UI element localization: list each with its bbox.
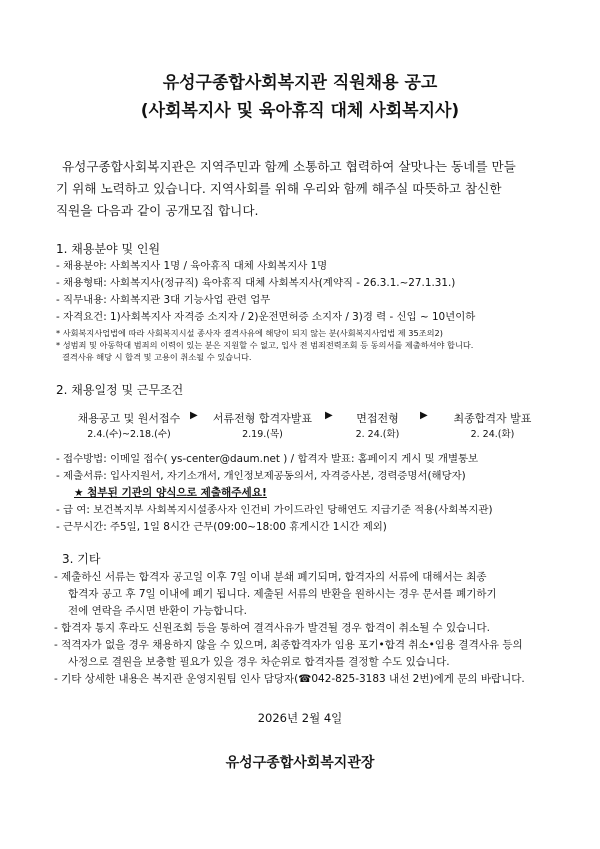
- attachment-note-text: ★ 첨부된 기관의 양식으로 제출해주세요!: [74, 487, 267, 499]
- intro-line: 유성구종합사회복지관은 지역주민과 함께 소통하고 협력하여 살맛나는 동네를 만들: [62, 159, 516, 174]
- intro-line: 기 위해 노력하고 있습니다. 지역사회를 위해 우리와 함께 해주실 따뜻하고 참신한: [56, 181, 502, 196]
- notice-date: 2026년 2월 4일: [257, 711, 343, 725]
- section3-heading: 3. 기타: [62, 552, 101, 566]
- section1-item: - 채용형태: 사회복지사(정규직) 육아휴직 대체 사회복지사(계약직 - 26.3.1.~27.1.31.): [56, 277, 456, 289]
- section2-item: - 제출서류: 입사지원서, 자기소개서, 개인정보제공동의서, 자격증사본, 경력증명서(해당자): [56, 470, 466, 482]
- schedule-step-date: 2. 24.(화): [470, 429, 515, 440]
- section3-line: 합격자 공고 후 7일 이내에 폐기 됩니다. 제출된 서류의 반환을 원하시는 경우 문서를 폐기하기: [68, 588, 497, 600]
- section2-item: - 급 여: 보건복지부 사회복지시설종사자 인건비 가이드라인 당해연도 지급기준 적용(사회복지관): [56, 504, 493, 516]
- section2-item: - 근무시간: 주5일, 1일 8시간 근무(09:00~18:00 휴게시간 1시간 제외): [56, 521, 387, 533]
- section2-item: - 접수방법: 이메일 접수( ys-center@daum.net ) / 합격자 발표: 홈페이지 게시 및 개별통보: [56, 453, 479, 465]
- intro-line: 직원을 다음과 같이 공개모집 합니다.: [56, 203, 259, 218]
- section1-note: * 성범죄 및 아동학대 범죄의 이력이 있는 분은 지원할 수 없고, 입사 전 범죄전력조회 등 동의서를 제출하셔야 합니다.: [56, 340, 474, 350]
- intro-paragraph: [56, 156, 556, 222]
- schedule-step-label: 서류전형 합격자발표: [212, 412, 313, 425]
- attachment-note: [74, 485, 267, 500]
- section1-item: - 채용분야: 사회복지사 1명 / 육아휴직 대체 사회복지사 1명: [56, 260, 328, 272]
- section3-line: 사정으로 결원을 보충할 필요가 있을 경우 차순위로 합격자를 결정할 수도 있습니다.: [68, 656, 450, 668]
- schedule-step-label: 채용공고 및 원서접수: [77, 412, 181, 425]
- section3-line: - 합격자 통지 후라도 신원조회 등을 통하여 결격사유가 발견될 경우 합격이 취소될 수 있습니다.: [54, 622, 490, 634]
- schedule-step-label: 최종합격자 발표: [453, 412, 532, 425]
- section1-note: * 사회복지사업법에 따라 사회복지시설 종사자 결격사유에 해당이 되지 않는 분(사회복지사업법 제 35조의2): [56, 328, 443, 338]
- section1-item: - 직무내용: 사회복지관 3대 기능사업 관련 업무: [56, 294, 271, 306]
- signature: 유성구종합사회복지관장: [225, 755, 375, 771]
- section2-heading: 2. 채용일정 및 근무조건: [56, 383, 184, 397]
- section3-line: 전에 연락을 주시면 반환이 가능합니다.: [68, 605, 247, 617]
- document-title: 유성구종합사회복지관 직원채용 공고: [162, 73, 438, 93]
- section3-line: - 기타 상세한 내용은 복지관 운영지원팀 인사 담당자(☎042-825-3183 내선 2번)에게 문의 바랍니다.: [54, 673, 525, 685]
- arrow-icon: ▶: [325, 410, 333, 421]
- section1-heading: 1. 채용분야 및 인원: [56, 242, 161, 256]
- document-subtitle: (사회복지사 및 육아휴직 대체 사회복지사): [140, 101, 460, 121]
- section3-body: [54, 569, 544, 688]
- section1-note: 결격사유 해당 시 합격 및 고용이 취소될 수 있습니다.: [62, 352, 252, 362]
- arrow-icon: ▶: [190, 410, 198, 421]
- section3-line: - 제출하신 서류는 합격자 공고일 이후 7일 이내 분쇄 폐기되며, 합격자의 서류에 대해서는 최종: [54, 571, 487, 583]
- section3-line: - 적격자가 없을 경우 채용하지 않을 수 있으며, 최종합격자가 임용 포기•합격 취소•임용 결격사유 등의: [54, 639, 523, 651]
- section1-item: - 자격요건: 1)사회복지사 자격증 소지자 / 2)운전면허증 소지자 / 3)경 력 - 신입 ~ 10년이하: [56, 311, 476, 323]
- schedule-step-date: 2.4.(수)~2.18.(수): [87, 429, 171, 440]
- schedule-step-date: 2. 24.(화): [355, 429, 400, 440]
- schedule-step-date: 2.19.(목): [242, 429, 283, 440]
- arrow-icon: ▶: [420, 410, 428, 421]
- schedule-step-label: 면접전형: [356, 412, 399, 425]
